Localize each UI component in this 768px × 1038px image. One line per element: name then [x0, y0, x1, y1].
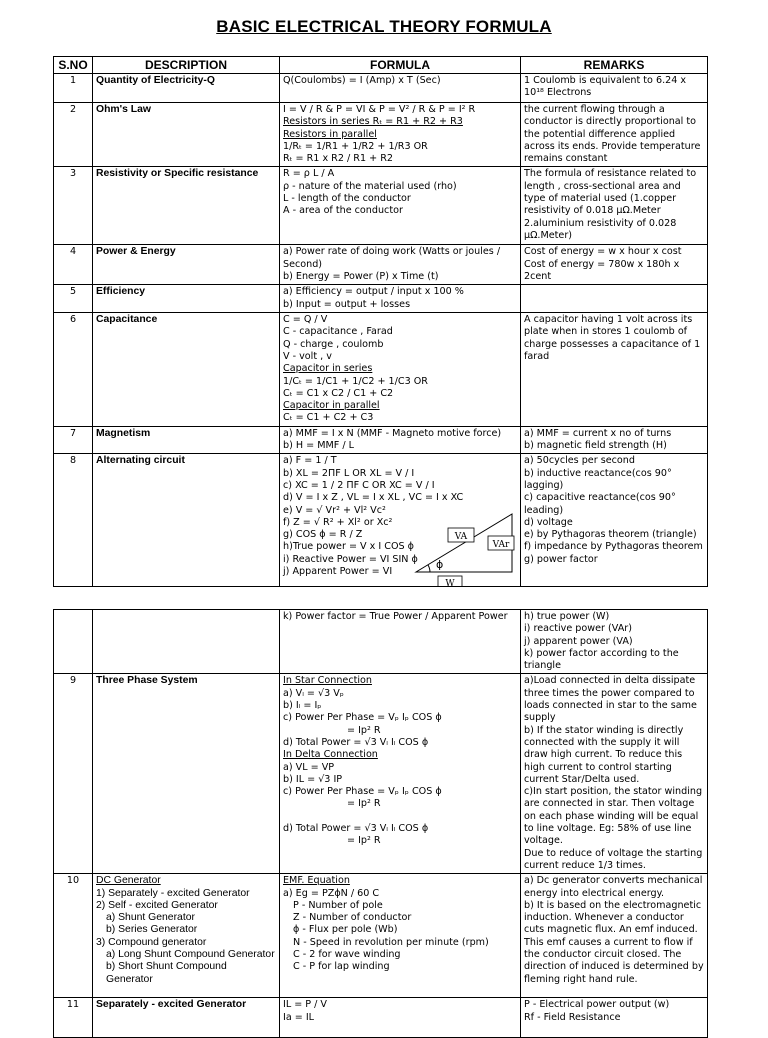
formula-line: = Ip² R [347, 724, 381, 736]
formula-line: f) Z = √ R² + Xl² or Xc² [283, 516, 393, 528]
remark-line: c) capacitive reactance(cos 90° leading) [524, 492, 676, 516]
power-triangle-diagram [408, 508, 518, 587]
formula-line: ϕ - Flux per pole (Wb) [293, 924, 398, 936]
row-description: Power & Energy [93, 245, 280, 285]
formula-table-1 [53, 56, 708, 587]
remark-line: c)In start position, the stator winding are connected in star. Then voltage on each phase winding will be equal to line voltage. Eg: 58% of use line voltage. [524, 786, 703, 847]
formula-line: Resistors in series Rₜ = R1 + R2 + R3 [283, 116, 463, 128]
formula-line: c) XC = 1 / 2 ΠF C OR XC = V / I [283, 479, 435, 491]
row-number: 10 [54, 874, 93, 998]
row-remarks [521, 674, 708, 874]
row-formula [280, 167, 521, 245]
table-row [54, 874, 708, 998]
row-formula [280, 998, 521, 1038]
row-description: Separately - excited Generator [93, 998, 280, 1038]
label-va: VA [454, 532, 468, 543]
formula-line: Q - charge , coulomb [283, 338, 384, 350]
row-formula [280, 245, 521, 285]
formula-subheading: In Star Connection [283, 675, 372, 687]
row-number: 5 [54, 285, 93, 313]
row-description: Ohm's Law [93, 103, 280, 167]
formula-subheading: In Delta Connection [283, 749, 378, 761]
row-number: 3 [54, 167, 93, 245]
formula-line: = Ip² R [347, 798, 381, 810]
formula-line: b) Iₗ = Iₚ [283, 700, 322, 712]
row-number: 4 [54, 245, 93, 285]
formula-line: Q(Coulombs) = I (Amp) x T (Sec) [283, 75, 441, 86]
formula-line: ρ - nature of the material used (rho) [283, 180, 457, 192]
formula-subheading: Resistors in parallel [283, 128, 377, 140]
row-description: Three Phase System [93, 674, 280, 874]
formula-line: d) Total Power = √3 Vₗ Iₗ COS ϕ [283, 822, 429, 834]
formula-line: N - Speed in revolution per minute (rpm) [293, 936, 489, 948]
formula-line: g) COS ϕ = R / Z [283, 529, 363, 541]
remark-line: e) by Pythagoras theorem (triangle) [524, 529, 697, 541]
remark-line: g) power factor [524, 553, 598, 565]
remark-line: Due to reduce of voltage the starting current reduce 1/3 times. [524, 847, 703, 871]
formula-line: C - capacitance , Farad [283, 326, 393, 338]
row-number: 6 [54, 313, 93, 427]
formula-line: k) Power factor = True Power / Apparent Power [283, 611, 508, 622]
formula-line: 1/Cₜ = 1/C1 + 1/C2 + 1/C3 OR [283, 375, 428, 387]
remark-line: the current flowing through a conductor is directly proportional to the potential difference applied across its ends. Provide temperature remains constant [524, 104, 701, 165]
formula-line: = Ip² R [347, 835, 381, 847]
table-row [54, 998, 708, 1038]
row-formula [280, 103, 521, 167]
formula-line: Cₜ = C1 + C2 + C3 [283, 412, 374, 424]
formula-line: C - 2 for wave winding [293, 949, 401, 961]
page-title: BASIC ELECTRICAL THEORY FORMULA [216, 17, 552, 36]
row-description: Quantity of Electricity-Q [93, 74, 280, 103]
label-var: VAr [492, 540, 510, 551]
formula-line: h)True power = V x I COS ϕ [283, 541, 414, 553]
remark-line: a) MMF = current x no of turns [524, 427, 672, 439]
description-line: a) Shunt Generator [106, 912, 195, 924]
table-row [54, 313, 708, 427]
table-row [54, 167, 708, 245]
remark-line: a)Load connected in delta dissipate three times the power compared to loads connected in star to the same supply [524, 675, 697, 724]
formula-line: V - volt , v [283, 350, 332, 362]
row-remarks [521, 167, 708, 245]
row-formula [280, 610, 521, 674]
remark-line: The formula of resistance related to length , cross-sectional area and type of material used (1.copper resistivity of 0.018 μΩ.Meter 2.aluminium resistivity of 0.028 μΩ.Meter) [524, 168, 697, 241]
row-formula [280, 74, 521, 103]
formula-line: j) Apparent Power = VI [283, 566, 393, 578]
remark-line: f) impedance by Pythagoras theorem [524, 541, 703, 553]
formula-line: b) Input = output + losses [283, 298, 411, 310]
description-line: 3) Compound generator [96, 936, 207, 948]
row-number: 9 [54, 674, 93, 874]
remark-line: Cost of energy = w x hour x cost [524, 246, 682, 258]
formula-subheading: Capacitor in parallel [283, 400, 380, 412]
row-formula [280, 285, 521, 313]
angle-arc [428, 565, 430, 572]
row-formula [280, 674, 521, 874]
remark-line: i) reactive power (VAr) [524, 623, 632, 635]
remark-line: k) power factor according to the triangle [524, 647, 679, 672]
formula-line: IL = P / V [283, 999, 327, 1011]
description-line: b) Series Generator [106, 924, 198, 936]
formula-line: C - P for lap winding [293, 961, 390, 973]
row-number: 11 [54, 998, 93, 1038]
row-remarks [521, 285, 708, 313]
formula-line: b) XL = 2ΠF L OR XL = V / I [283, 467, 415, 479]
formula-line: Cₜ = C1 x C2 / C1 + C2 [283, 387, 394, 399]
angle-symbol: ϕ [436, 558, 444, 572]
remark-line: 1 Coulomb is equivalent to 6.24 x 10¹⁸ Electrons [524, 75, 687, 99]
remark-line: j) apparent power (VA) [524, 635, 633, 647]
row-remarks [521, 454, 708, 587]
header-remarks: REMARKS [521, 57, 708, 74]
formula-subheading: EMF. Equation [283, 875, 350, 887]
table-row [54, 426, 708, 454]
formula-line: I = V / R & P = VI & P = V² / R & P = I² R [283, 104, 476, 115]
row-description: Alternating circuit [93, 454, 280, 587]
remark-line: P - Electrical power output (w) [524, 999, 670, 1011]
formula-subheading: Capacitor in series [283, 363, 373, 375]
formula-line: L - length of the conductor [283, 193, 411, 205]
formula-line: A - area of the conductor [283, 205, 403, 217]
remark-line: A capacitor having 1 volt across its plate when in stores 1 coulomb of charge possesses a capacitance of 1 farad [524, 314, 701, 362]
formula-line: Rₜ = R1 x R2 / R1 + R2 [283, 153, 393, 165]
remark-line: Cost of energy = 780w x 180h x 2cent [524, 258, 680, 283]
description-line: 1) Separately - excited Generator [96, 887, 250, 899]
row-remarks [521, 313, 708, 427]
formula-line: a) Vₗ = √3 Vₚ [283, 687, 344, 699]
row-remarks [521, 874, 708, 998]
table-row [54, 245, 708, 285]
row-description [93, 874, 280, 998]
row-number: 2 [54, 103, 93, 167]
formula-line: a) Eg = PZϕN / 60 C [283, 887, 380, 899]
formula-line: R = ρ L / A [283, 168, 335, 180]
label-w: W [445, 579, 455, 589]
row-remarks [521, 610, 708, 674]
row-remarks [521, 998, 708, 1038]
formula-line: i) Reactive Power = VI SIN ϕ [283, 553, 418, 565]
formula-line: C = Q / V [283, 314, 328, 326]
formula-line: a) Power rate of doing work (Watts or joules / Second) [283, 246, 501, 270]
table-row [54, 74, 708, 103]
table-row [54, 454, 708, 587]
formula-line: Ia = IL [283, 1011, 315, 1023]
row-remarks [521, 426, 708, 454]
formula-line: P - Number of pole [293, 899, 383, 911]
header-description: DESCRIPTION [93, 57, 280, 74]
remark-line: b) It is based on the electromagnetic induction. Whenever a conductor cuts magnetic flux. An emf induced. This emf causes a current to flow if the conductor circuit closed. The direction of induced is determined by fleming right hand rule. [524, 899, 704, 985]
description-line: b) Short Shunt Compound Generator [106, 961, 227, 985]
formula-line: a) MMF = I x N (MMF - Magneto motive force) [283, 427, 502, 439]
formula-line: d) Total Power = √3 Vₗ Iₗ COS ϕ [283, 736, 429, 748]
formula-line: e) V = √ Vr² + Vl² Vc² [283, 504, 386, 516]
row-number [54, 610, 93, 674]
formula-line: a) Efficiency = output / input x 100 % [283, 286, 464, 298]
remark-line: b) inductive reactance(cos 90° lagging) [524, 467, 672, 491]
remark-line: a) Dc generator converts mechanical energy into electrical energy. [524, 875, 703, 899]
row-remarks [521, 74, 708, 103]
row-remarks [521, 103, 708, 167]
remark-line: a) 50cycles per second [524, 455, 635, 467]
header-sno: S.NO [54, 57, 93, 74]
table-row [54, 674, 708, 874]
remark-line: Rf - Field Resistance [524, 1011, 621, 1023]
row-formula [280, 454, 521, 587]
row-description: Efficiency [93, 285, 280, 313]
description-line: 2) Self - excited Generator [96, 899, 218, 911]
formula-line: c) Power Per Phase = Vₚ Iₚ COS ϕ [283, 712, 442, 724]
formula-line: b) H = MMF / L [283, 440, 354, 452]
formula-line: Z - Number of conductor [293, 912, 412, 924]
table-row [54, 103, 708, 167]
formula-line: a) F = 1 / T [283, 455, 337, 467]
table-header-row [54, 57, 708, 74]
remark-line: h) true power (W) [524, 611, 610, 622]
formula-table-2 [53, 609, 708, 1038]
description-line: a) Long Shunt Compound Generator [106, 949, 275, 961]
row-description: Magnetism [93, 426, 280, 454]
remark-line: b) magnetic field strength (H) [524, 440, 667, 452]
formula-line: b) IL = √3 IP [283, 773, 343, 785]
row-number: 7 [54, 426, 93, 454]
formula-line: d) V = I x Z , VL = I x XL , VC = I x XC [283, 492, 464, 504]
row-description: Capacitance [93, 313, 280, 427]
row-number: 8 [54, 454, 93, 587]
formula-line: 1/Rₜ = 1/R1 + 1/R2 + 1/R3 OR [283, 140, 428, 152]
row-formula [280, 313, 521, 427]
description-heading: DC Generator [96, 875, 161, 887]
header-formula: FORMULA [280, 57, 521, 74]
remark-line: d) voltage [524, 516, 573, 528]
formula-line: c) Power Per Phase = Vₚ Iₚ COS ϕ [283, 786, 442, 798]
table-row [54, 610, 708, 674]
row-number: 1 [54, 74, 93, 103]
row-description: Resistivity or Specific resistance [93, 167, 280, 245]
remark-line: b) If the stator winding is directly connected with the supply it will draw high current. To reduce this high current to control starting current Star/Delta used. [524, 724, 684, 785]
row-remarks [521, 245, 708, 285]
row-formula [280, 426, 521, 454]
table-row [54, 285, 708, 313]
row-description [93, 610, 280, 674]
row-formula [280, 874, 521, 998]
formula-line: a) VL = VP [283, 761, 335, 773]
formula-line: b) Energy = Power (P) x Time (t) [283, 271, 439, 283]
